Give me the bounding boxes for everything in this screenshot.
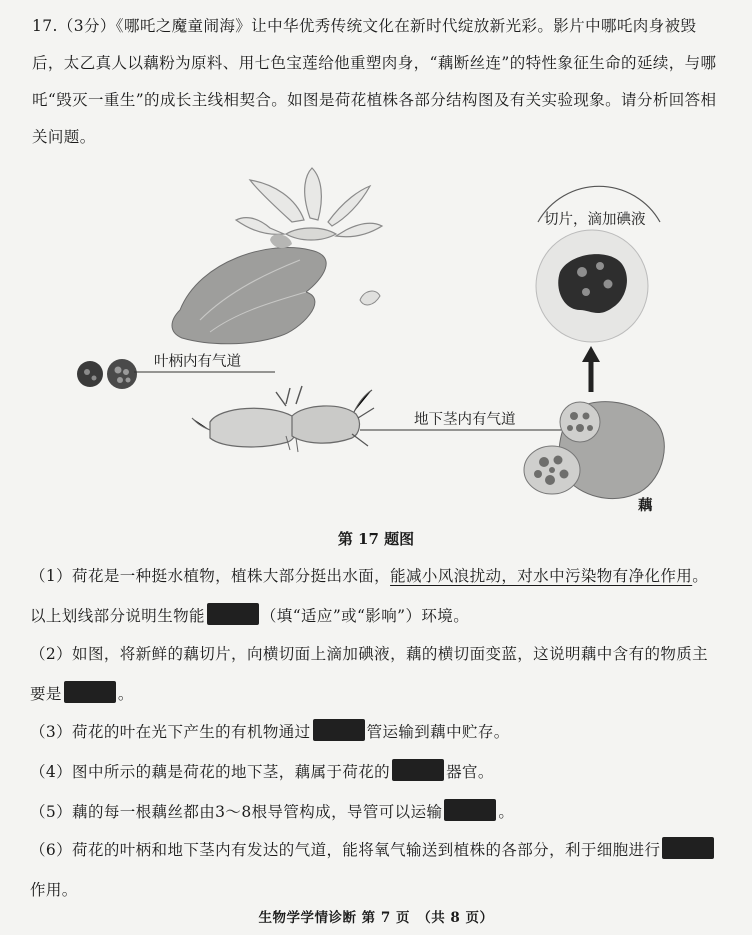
lotus-flower <box>236 168 382 240</box>
question-5 <box>30 792 720 832</box>
q6-text-a: （6）荷花的叶柄和地下茎内有发达的气道，能将氧气输送到植株的各部分，利于细胞进行 <box>30 841 661 859</box>
q4-answer-blank <box>392 759 444 781</box>
q3-text-b: 管运输到藕中贮存。 <box>366 723 510 741</box>
q2-answer-blank <box>64 681 116 703</box>
question-6 <box>30 830 720 910</box>
label-iodine: 切片，滴加碘液 <box>544 212 646 228</box>
rhizome <box>192 386 374 452</box>
q1-text-c: （填“适应”或“影响”）环境。 <box>260 607 470 625</box>
label-underground-stem: 地下茎内有气道 <box>414 412 516 428</box>
up-arrow-icon <box>582 346 600 392</box>
q5-answer-blank <box>444 799 496 821</box>
question-2 <box>30 634 720 714</box>
q3-answer-blank <box>313 719 365 741</box>
lotus-root <box>524 402 664 499</box>
lotus-bud <box>360 291 380 305</box>
q1-answer-blank <box>207 603 259 625</box>
q5-text-a: （5）藕的每一根藕丝都由3～8根导管构成，导管可以运输 <box>30 803 443 821</box>
question-3 <box>30 712 720 752</box>
q2-text-a: （2）如图，将新鲜的藕切片，向横切面上滴加碘液，藕的横切面变蓝，这说明藕中含有的物质主要是 <box>30 645 709 703</box>
page-footer: 生物学学情诊断 第 7 页 （共 8 页） <box>258 910 494 926</box>
q4-text-a: （4）图中所示的藕是荷花的地下茎，藕属于荷花的 <box>30 763 391 781</box>
lotus-figure <box>60 160 700 530</box>
question-4 <box>30 752 720 792</box>
question-stem: 17.（3分）《哪吒之魔童闹海》让中华优秀传统文化在新时代绽放新光彩。影片中哪吒肉身被毁后，太乙真人以藕粉为原料、用七色宝莲给他重塑肉身，“藕断丝连”的特性象征生命的延续，与哪吒“毁灭一重生”的成长主线相契合。如图是荷花植株各部分结构图及有关实验现象。请分析回答相关问题。 <box>32 17 717 146</box>
label-lotus-root: 藕 <box>638 497 653 514</box>
lotus-leaf <box>172 234 326 344</box>
q6-answer-blank <box>662 837 714 859</box>
q4-text-b: 器官。 <box>446 763 494 781</box>
question-1 <box>30 556 720 636</box>
q1-text-b: 。以上划线部分说明生物能 <box>30 567 709 625</box>
label-petiole: 叶柄内有气道 <box>154 354 241 370</box>
q2-text-b: 。 <box>117 685 134 703</box>
q5-text-b: 。 <box>498 803 515 821</box>
q1-underlined-text: 能减小风浪扰动，对水中污染物有净化作用 <box>390 567 693 585</box>
figure-caption: 第 17 题图 <box>337 530 415 548</box>
q1-text-a: （1）荷花是一种挺水植物，植株大部分挺出水面， <box>30 567 391 585</box>
petiole-sections <box>77 359 137 389</box>
q6-text-b: 作用。 <box>30 881 78 899</box>
q3-text-a: （3）荷花的叶在光下产生的有机物通过 <box>30 723 311 741</box>
